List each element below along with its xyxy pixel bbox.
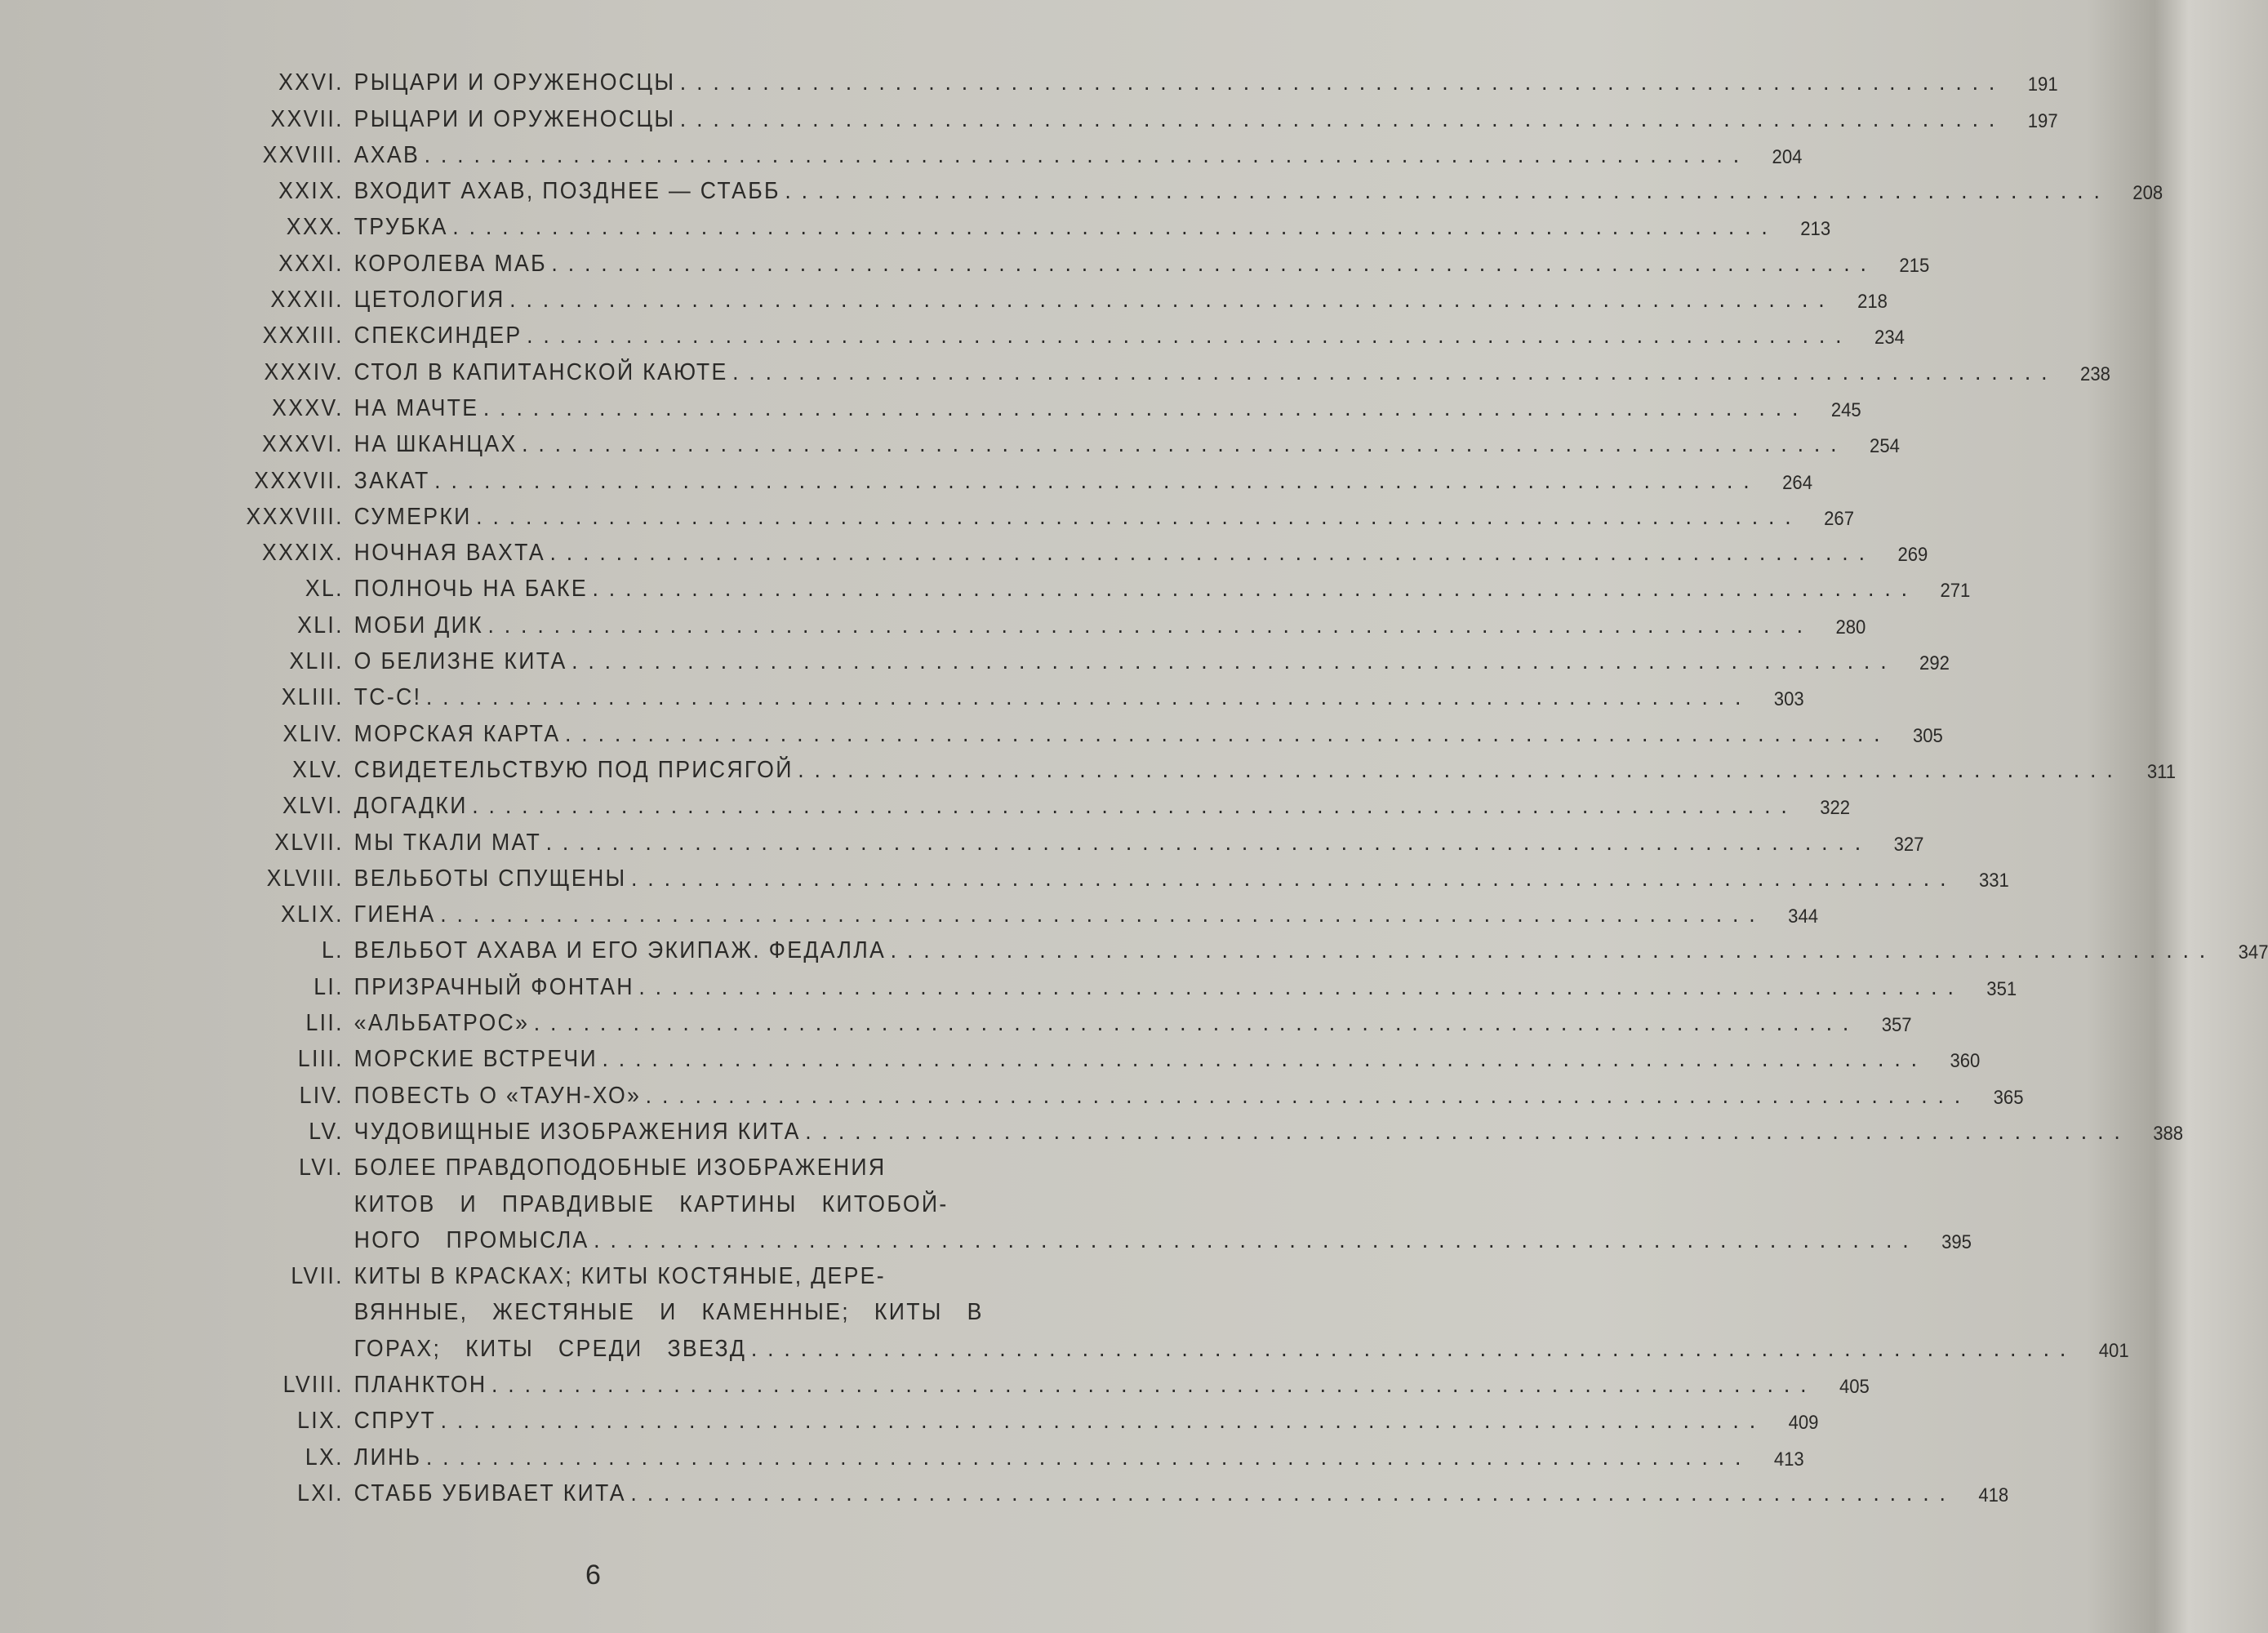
chapter-number: LX. xyxy=(305,1444,344,1471)
dot-leader: ................................................................................ xyxy=(434,467,1760,494)
chapter-number: LII. xyxy=(305,1010,344,1037)
toc-entry xyxy=(163,205,1831,241)
chapter-number: XXXI. xyxy=(278,250,344,277)
dot-leader: ................................................................................ xyxy=(549,540,1875,567)
dot-leader: ................................................................................ xyxy=(476,503,1802,530)
chapter-number: XXXIX. xyxy=(261,540,344,567)
page-reference: 238 xyxy=(2080,363,2110,385)
chapter-title: МОРСКАЯ КАРТА xyxy=(354,720,561,747)
dot-leader: ................................................................................ xyxy=(527,323,1852,349)
toc-entry xyxy=(163,1001,1912,1037)
toc-entry xyxy=(163,711,1943,747)
chapter-number: LIII. xyxy=(297,1046,344,1073)
chapter-title: БОЛЕЕ ПРАВДОПОДОБНЫЕ ИЗОБРАЖЕНИЯ xyxy=(354,1155,887,1181)
chapter-number: LI. xyxy=(314,973,344,1000)
page-reference: 395 xyxy=(1941,1230,1972,1253)
page-reference: 292 xyxy=(1919,652,1950,675)
chapter-title: ГИЕНА xyxy=(354,901,436,928)
chapter-number: L. xyxy=(321,937,344,964)
dot-leader: ................................................................................ xyxy=(750,1335,2077,1362)
dot-leader: ................................................................................ xyxy=(805,1118,2131,1145)
toc-entry xyxy=(163,1471,2009,1507)
dot-leader: ................................................................................ xyxy=(491,1371,1817,1398)
chapter-title: ГОРАХ; КИТЫ СРЕДИ ЗВЕЗД xyxy=(354,1335,747,1362)
page-reference: 409 xyxy=(1788,1412,1819,1435)
chapter-title: КОРОЛЕВА МАБ xyxy=(354,250,547,277)
dot-leader: ................................................................................ xyxy=(424,141,1750,168)
chapter-title: МЫ ТКАЛИ МАТ xyxy=(354,829,542,856)
chapter-title: ТРУБКА xyxy=(354,214,448,241)
dot-leader: ................................................................................ xyxy=(679,105,2006,132)
dot-leader: ................................................................................ xyxy=(679,69,2006,96)
page-reference: 303 xyxy=(1773,688,1804,711)
page-reference: 357 xyxy=(1881,1014,1912,1037)
chapter-title: НОЧНАЯ ВАХТА xyxy=(354,540,545,567)
page-reference: 271 xyxy=(1940,580,1971,603)
page-reference: 213 xyxy=(1800,218,1831,241)
chapter-number: XXXVI. xyxy=(261,431,344,458)
chapter-number: XLVII. xyxy=(274,829,344,856)
toc-entry xyxy=(163,1073,2024,1109)
dot-leader: ................................................................................ xyxy=(509,287,1835,314)
dot-leader: ................................................................................ xyxy=(638,973,1964,1000)
chapter-title: ВЯННЫЕ, ЖЕСТЯНЫЕ И КАМЕННЫЕ; КИТЫ В xyxy=(354,1299,984,1326)
page-reference: 267 xyxy=(1824,507,1854,530)
chapter-number: LVII. xyxy=(291,1263,344,1290)
chapter-title: ДОГАДКИ xyxy=(354,793,468,820)
dot-leader: ................................................................................ xyxy=(798,756,2123,783)
chapter-title: ВЕЛЬБОТЫ СПУЩЕНЫ xyxy=(354,865,627,892)
toc-entry xyxy=(163,892,1819,928)
page-reference: 344 xyxy=(1788,905,1819,928)
toc-entry xyxy=(163,169,2163,205)
toc-entry xyxy=(163,567,1971,603)
page-reference: 245 xyxy=(1830,398,1861,421)
dot-leader: ................................................................................ xyxy=(487,612,1813,639)
chapter-number: XXXVIII. xyxy=(246,503,344,530)
chapter-number: LV. xyxy=(309,1118,344,1145)
toc-entry xyxy=(163,314,1905,349)
chapter-number: XLI. xyxy=(297,612,344,639)
chapter-title: СПЕКСИНДЕР xyxy=(354,323,523,349)
page-reference: 327 xyxy=(1893,833,1924,856)
chapter-title: МОБИ ДИК xyxy=(354,612,483,639)
page-reference: 401 xyxy=(2098,1339,2129,1362)
chapter-title: АХАВ xyxy=(354,141,420,168)
chapter-title: ЦЕТОЛОГИЯ xyxy=(354,287,505,314)
dot-leader: ................................................................................ xyxy=(425,684,1752,711)
toc-entry xyxy=(163,748,2177,784)
page-reference: 311 xyxy=(2146,760,2177,783)
dot-leader: ................................................................................ xyxy=(440,901,1766,928)
chapter-number: XXXIV. xyxy=(264,358,344,385)
chapter-title: ПОВЕСТЬ О «ТАУН-ХО» xyxy=(354,1082,642,1109)
toc-entry xyxy=(163,675,1804,711)
chapter-title: РЫЦАРИ И ОРУЖЕНОСЦЫ xyxy=(354,69,676,96)
chapter-number: LVIII. xyxy=(282,1371,344,1398)
page-reference: 264 xyxy=(1782,471,1812,494)
page-reference: 322 xyxy=(1820,797,1851,820)
toc-entry xyxy=(163,1254,997,1290)
chapter-number: XXIX. xyxy=(278,178,344,205)
toc-entry-continuation xyxy=(163,1218,1972,1254)
toc-entry xyxy=(163,96,2058,132)
dot-leader: ................................................................................ xyxy=(630,1479,1956,1506)
toc-entry xyxy=(163,857,2009,892)
toc-entry xyxy=(163,1363,1870,1399)
toc-entry-continuation xyxy=(163,1181,997,1217)
chapter-number: XLII. xyxy=(289,648,344,675)
table-of-contents xyxy=(163,60,2268,1507)
chapter-number: XXX. xyxy=(286,214,344,241)
chapter-title: МОРСКИЕ ВСТРЕЧИ xyxy=(354,1046,598,1073)
dot-leader: ................................................................................ xyxy=(452,214,1778,241)
toc-entry xyxy=(163,495,1854,531)
chapter-number: XXVI. xyxy=(278,69,344,96)
chapter-title: ПОЛНОЧЬ НА БАКЕ xyxy=(354,576,588,603)
chapter-number: LIV. xyxy=(299,1082,344,1109)
dot-leader: ................................................................................ xyxy=(425,1444,1752,1471)
page-reference: 351 xyxy=(1986,977,2017,1000)
toc-entry xyxy=(163,458,1812,494)
page-reference: 331 xyxy=(1978,869,2009,892)
page-reference: 388 xyxy=(2153,1122,2184,1145)
dot-leader: ................................................................................ xyxy=(785,178,2110,205)
chapter-title: СУМЕРКИ xyxy=(354,503,472,530)
page-reference: 413 xyxy=(1773,1448,1804,1471)
chapter-title: ЗАКАТ xyxy=(354,467,430,494)
toc-entry xyxy=(163,1399,1819,1435)
toc-entry xyxy=(163,1037,1981,1073)
chapter-title: ВЕЛЬБОТ АХАВА И ЕГО ЭКИПАЖ. ФЕДАЛЛА xyxy=(354,937,887,964)
chapter-title: ПЛАНКТОН xyxy=(354,1371,487,1398)
chapter-title: «АЛЬБАТРОС» xyxy=(354,1010,530,1037)
chapter-title: ВХОДИТ АХАВ, ПОЗДНЕЕ — СТАББ xyxy=(354,178,780,205)
page-reference: 215 xyxy=(1899,254,1930,277)
toc-entry xyxy=(163,349,2110,385)
page-reference: 360 xyxy=(1950,1050,1981,1073)
toc-entry xyxy=(163,60,2058,96)
chapter-title: НА ШКАНЦАХ xyxy=(354,431,518,458)
toc-entry xyxy=(163,386,1861,422)
chapter-title: КИТОВ И ПРАВДИВЫЕ КАРТИНЫ КИТОБОЙ- xyxy=(354,1190,949,1217)
chapter-number: XXXIII. xyxy=(262,323,344,349)
page-reference: 418 xyxy=(1978,1484,2009,1506)
toc-entry xyxy=(163,820,1924,856)
page-reference: 191 xyxy=(2027,73,2058,96)
dot-leader: ................................................................................ xyxy=(594,1226,1919,1253)
chapter-number: XLV. xyxy=(292,756,344,783)
chapter-title: СВИДЕТЕЛЬСТВУЮ ПОД ПРИСЯГОЙ xyxy=(354,756,794,783)
dot-leader: ................................................................................ xyxy=(533,1010,1860,1037)
dot-leader: ................................................................................ xyxy=(630,865,1957,892)
page-reference: 365 xyxy=(1993,1086,2024,1109)
page-reference: 208 xyxy=(2132,182,2163,205)
dot-leader: ................................................................................ xyxy=(602,1046,1928,1073)
toc-entry xyxy=(163,241,1930,277)
chapter-number: LIX. xyxy=(297,1408,344,1435)
dot-leader: ................................................................................ xyxy=(551,250,1877,277)
chapter-number: XLIV. xyxy=(282,720,344,747)
chapter-title: РЫЦАРИ И ОРУЖЕНОСЦЫ xyxy=(354,105,676,132)
dot-leader: ................................................................................ xyxy=(592,576,1918,603)
chapter-number: XLIII. xyxy=(281,684,344,711)
page-number: 6 xyxy=(585,1560,601,1591)
chapter-title: ЛИНЬ xyxy=(354,1444,422,1471)
chapter-number: XXVIII. xyxy=(262,141,344,168)
page-reference: 218 xyxy=(1857,291,1888,314)
toc-entry xyxy=(163,1110,2184,1146)
chapter-number: XXVII. xyxy=(270,105,344,132)
toc-entry xyxy=(163,133,1803,169)
page-reference: 254 xyxy=(1870,435,1900,458)
dot-leader: ................................................................................ xyxy=(545,829,1872,856)
dot-leader: ................................................................................ xyxy=(440,1408,1767,1435)
dot-leader: ................................................................................ xyxy=(571,648,1897,675)
chapter-number: XLVIII. xyxy=(266,865,344,892)
page-reference: 197 xyxy=(2027,109,2058,132)
chapter-title: СПРУТ xyxy=(354,1408,437,1435)
chapter-number: XXXII. xyxy=(270,287,344,314)
page-reference: 280 xyxy=(1835,616,1866,639)
chapter-number: XXXVII. xyxy=(254,467,344,494)
dot-leader: ................................................................................ xyxy=(564,720,1891,747)
chapter-number: LVI. xyxy=(299,1155,344,1181)
toc-entry xyxy=(163,1146,997,1181)
toc-entry xyxy=(163,603,1866,639)
page-reference: 234 xyxy=(1874,327,1905,349)
chapter-number: XLIX. xyxy=(281,901,344,928)
chapter-title: НОГО ПРОМЫСЛА xyxy=(354,1226,589,1253)
chapter-title: СТОЛ В КАПИТАНСКОЙ КАЮТЕ xyxy=(354,358,728,385)
toc-entry xyxy=(163,278,1888,314)
chapter-title: ПРИЗРАЧНЫЙ ФОНТАН xyxy=(354,973,634,1000)
page-reference: 405 xyxy=(1839,1375,1870,1398)
page-reference: 347 xyxy=(2238,941,2268,964)
chapter-title: ТС-С! xyxy=(354,684,422,711)
chapter-title: СТАББ УБИВАЕТ КИТА xyxy=(354,1479,626,1506)
chapter-number: XLVI. xyxy=(282,793,344,820)
toc-entry xyxy=(163,784,1851,820)
toc-entry xyxy=(163,422,1900,458)
toc-entry xyxy=(163,1435,1804,1471)
toc-entry-continuation xyxy=(163,1326,2129,1362)
page-reference: 269 xyxy=(1897,544,1928,567)
chapter-number: XXXV. xyxy=(272,394,344,421)
toc-entry xyxy=(163,964,2017,1000)
dot-leader: ................................................................................ xyxy=(645,1082,1972,1109)
chapter-title: О БЕЛИЗНЕ КИТА xyxy=(354,648,567,675)
dot-leader: ................................................................................ xyxy=(522,431,1848,458)
dot-leader: ................................................................................ xyxy=(890,937,2217,964)
toc-entry xyxy=(163,531,1928,567)
toc-entry xyxy=(163,928,2268,964)
chapter-number: XL. xyxy=(305,576,344,603)
page-reference: 204 xyxy=(1772,145,1803,168)
toc-entry xyxy=(163,639,1950,675)
chapter-title: КИТЫ В КРАСКАХ; КИТЫ КОСТЯНЫЕ, ДЕРЕ- xyxy=(354,1263,886,1290)
toc-entry-continuation xyxy=(163,1290,997,1326)
chapter-number: LXI. xyxy=(297,1479,344,1506)
chapter-title: ЧУДОВИЩНЫЕ ИЗОБРАЖЕНИЯ КИТА xyxy=(354,1118,801,1145)
dot-leader: ................................................................................ xyxy=(472,793,1798,820)
page-reference: 305 xyxy=(1912,724,1943,747)
dot-leader: ................................................................................ xyxy=(483,394,1809,421)
dot-leader: ................................................................................ xyxy=(732,358,2058,385)
chapter-title: НА МАЧТЕ xyxy=(354,394,479,421)
